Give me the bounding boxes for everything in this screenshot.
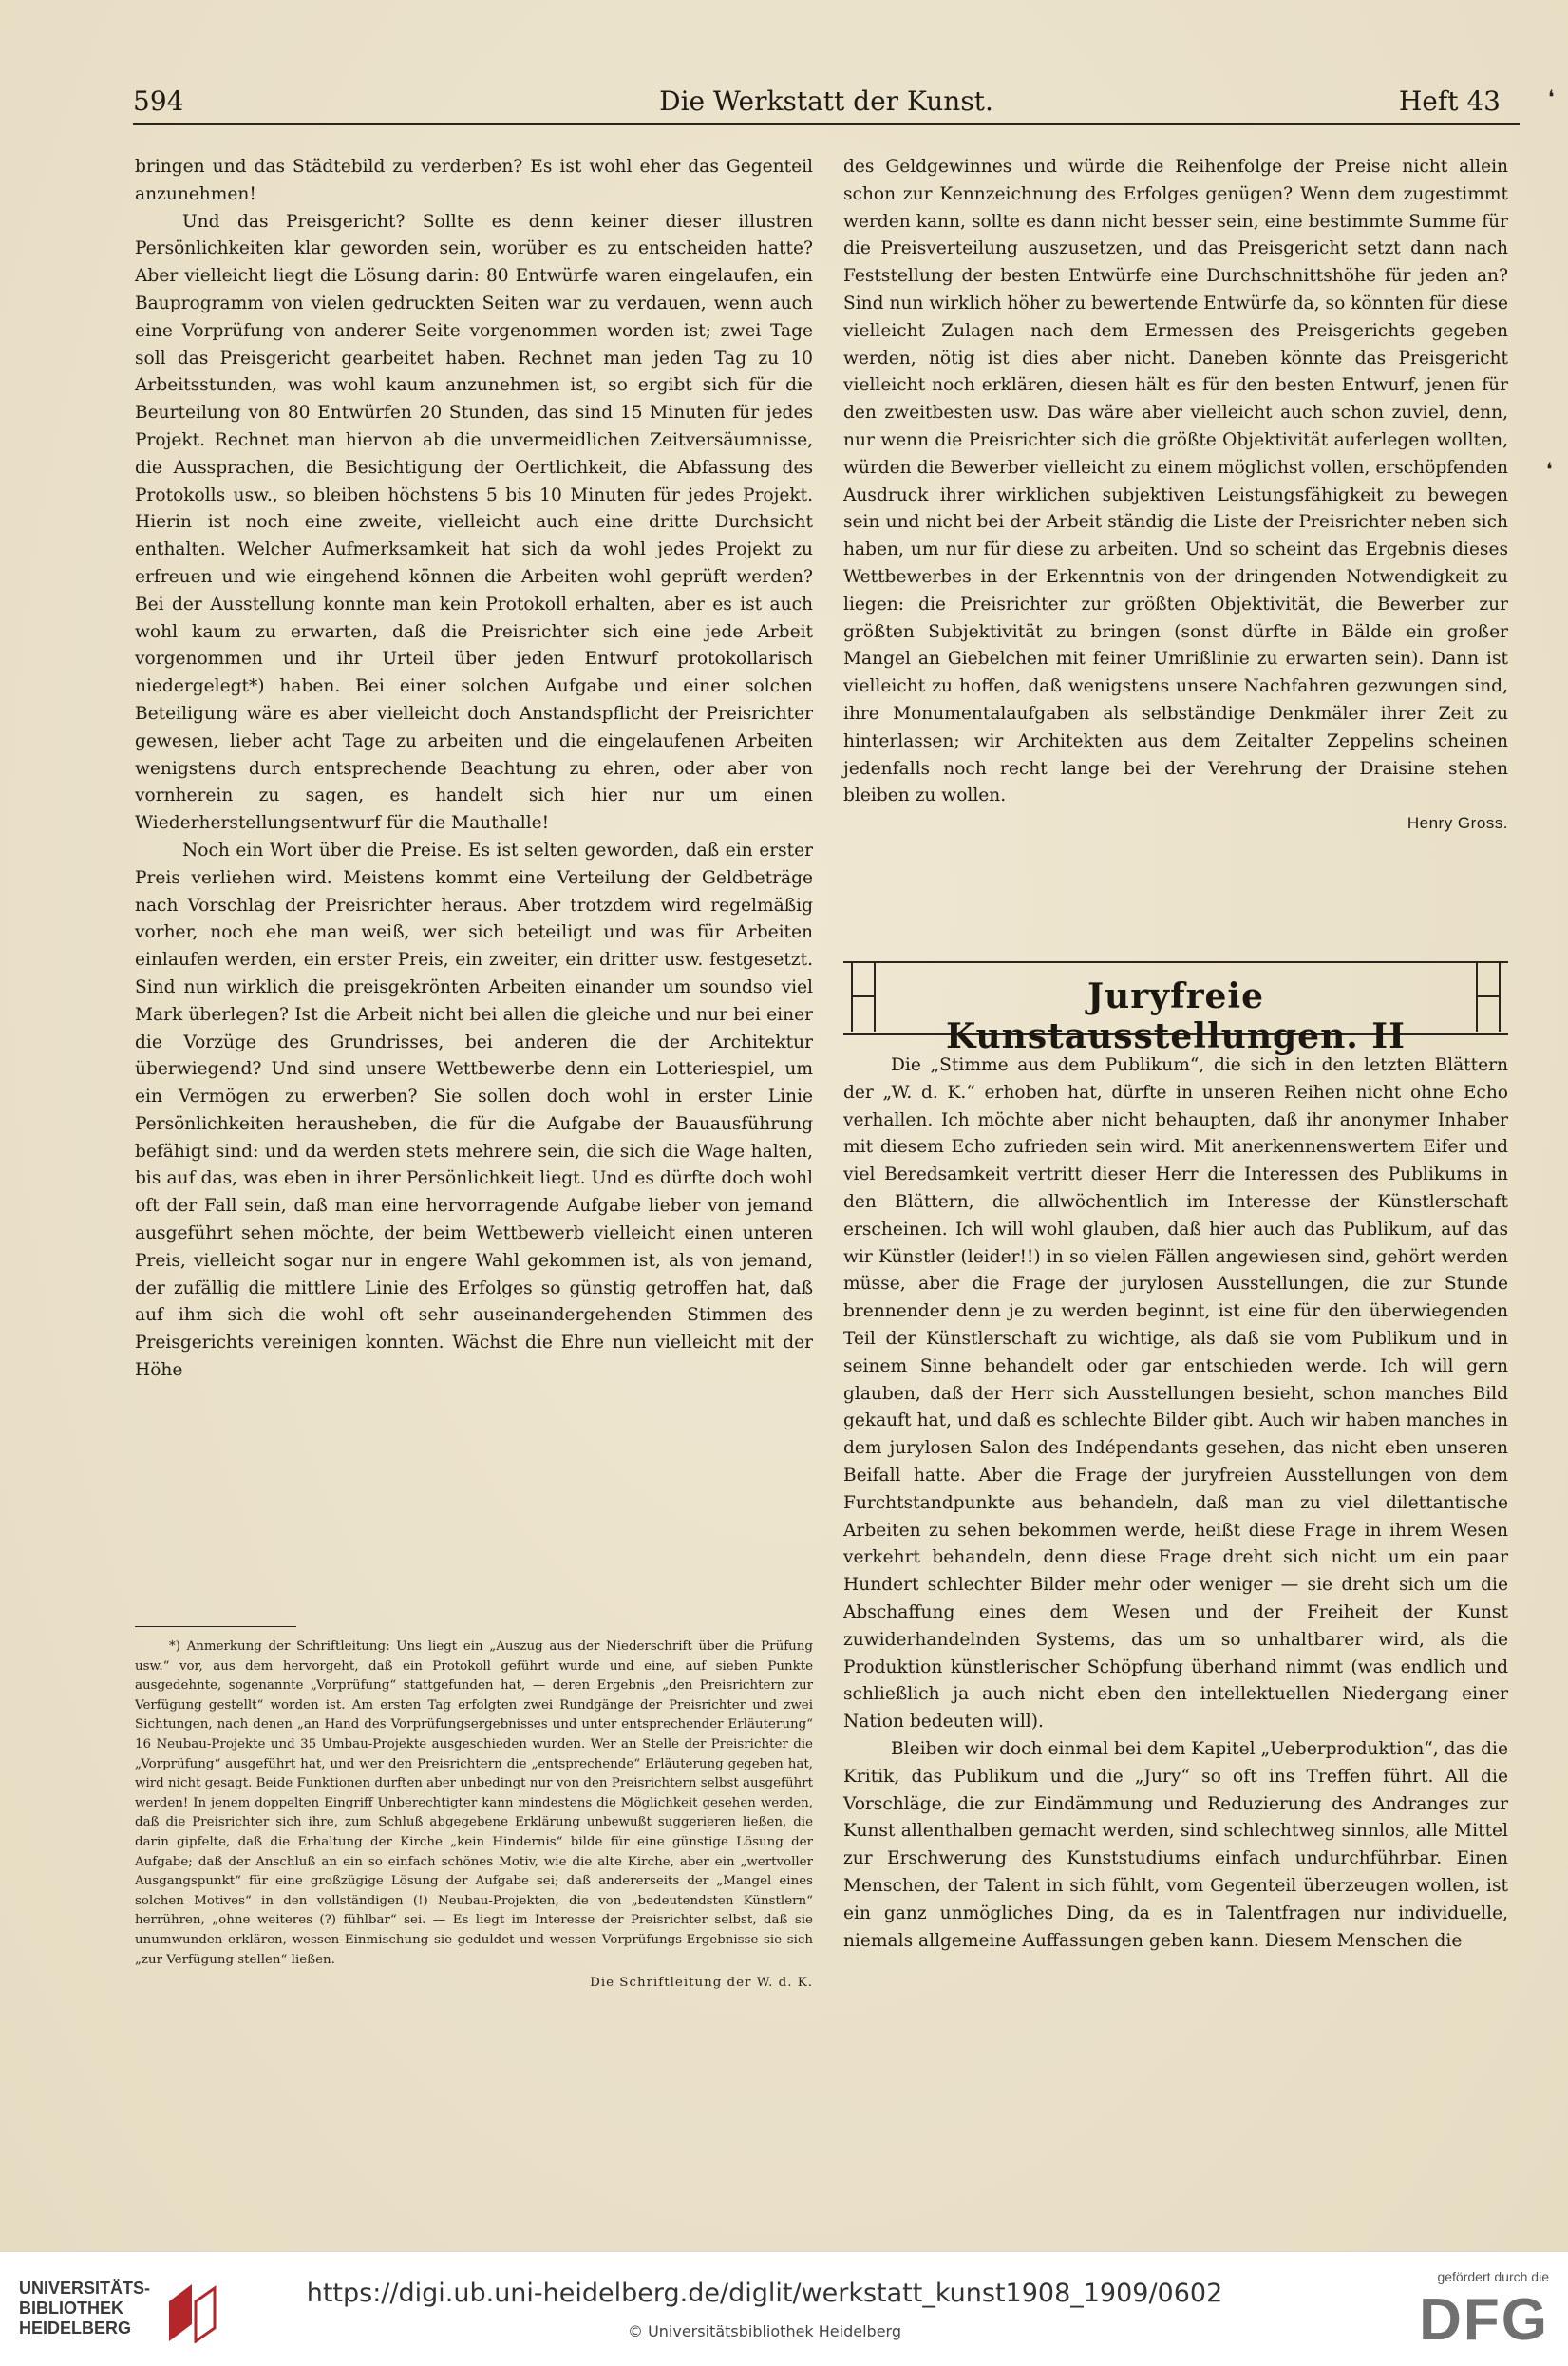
funding-label: gefördert durch die — [1437, 2269, 1549, 2284]
author-signature: Henry Gross. — [1407, 814, 1508, 833]
page-number: 594 — [133, 85, 184, 117]
dfg-logo[interactable] — [1331, 2269, 1549, 2355]
running-header — [133, 82, 1520, 123]
viewer-footer — [0, 2251, 1568, 2366]
section-heading-box — [843, 961, 1508, 1056]
copyright-notice: © Universitätsbibliothek Heidelberg — [627, 2322, 901, 2340]
right-column-bottom — [843, 1052, 1508, 1955]
margin-mark-icon: ❛ — [1548, 85, 1555, 108]
issue-number: Heft 43 — [1398, 85, 1501, 117]
paragraph: Die „Stimme aus dem Publikum“, die sich in den letzten Blättern der „W. d. K.“ erhoben hat, dürfte in unseren Reihen nicht ohne Echo verhallen. Ich möchte aber nicht behaupten, daß ihr anonymer Inhaber mit diesem Echo zufrieden sein wird. Mit anerkennenswertem Eifer und viel Beredsamkeit vertritt dieser Herr die Interessen des Publikums in den Blättern, die allwöchentlich im Interesse der Künstlerschaft erscheinen. Ich will wohl glauben, daß hier auch das Publikum, auf das wir Künstler (leider!!) in so vielen Fällen angewiesen sind, gehört werden müsse, aber die Frage der jurylosen Ausstellungen, die zur Stunde brennender denn je zu werden beginnt, ist eine für den überwiegenden Teil der Künstlerschaft zu wichtige, als daß sie vom Publikum und in seinem Sinne behandelt oder gar entschieden werde. Ich will gern glauben, daß der Herr sich Ausstellungen besieht, schon manches Bild gekauft hat, und daß es schlechte Bilder gibt. Auch wir haben manches in dem jurylosen Salon des Indépendants gesehen, das nicht eben unseren Beifall hatte. Aber die Frage der juryfreien Ausstellungen von dem Furchtstandpunkte aus behandeln, daß man zu viel dilettantische Arbeiten zu sehen bekommen werde, heißt diese Frage in ihrem Wesen verkehrt behandeln, denn diese Frage dreht sich nicht um ein paar Hundert schlechter Bilder mehr oder weniger — sie dreht sich um die Abschaffung eines dem Wesen und der Freiheit der Kunst zuwiderhandelnden Systems, das um so unhaltbarer wird, als die Produktion künstlerischer Schöpfung überhand nimmt (was endlich und schließlich ja auch nicht eben den intellektuellen Niedergang einer Nation bedeuten will). — [843, 1055, 1508, 1732]
paragraph: Bleiben wir doch einmal bei dem Kapitel „Ueberproduktion“, das die Kritik, das Publikum und die „Jury“ so oft ins Treffen führt. All die Vorschläge, die zur Eindämmung und Reduzierung des Andranges zur Kunst allenthalben gemacht werden, sind schlechtweg sinnlos, alle Mittel zur Erschwerung des Kunststudiums einfach undurchführbar. Einen Menschen, der Talent in sich fühlt, vom Gegenteil überzeugen wollen, ist ein ganz unmögliches Ding, da es in Talentfragen nur individuelle, niemals allgemeine Auffassungen geben kann. Diesem Menschen die — [843, 1738, 1508, 1951]
library-emblem-icon — [163, 2281, 220, 2343]
library-logo-text: UNIVERSITÄTS- BIBLIOTHEK HEIDELBERG — [19, 2279, 151, 2338]
journal-title: Die Werkstatt der Kunst. — [659, 85, 993, 117]
footnote-text: *) Anmerkung der Schriftleitung: Uns liegt ein „Auszug aus der Niederschrift über die Prüfung usw.“ vor, aus dem hervorgeht, daß ein Protokoll geführt wurde und eine, auf sieben Punkte ausgedehnte, sogenannte „Vorprüfung“ stattgefunden hat, — deren Ergebnis „den Preisrichtern zur Verfügung gestellt“ worden ist. Am ersten Tag erfolgten zwei Rundgänge der Preisrichter und zwei Sichtungen, nach denen „an Hand des Vorprüfungsergebnisses und unter entsprechender Erläuterung“ 16 Neubau-Projekte und 35 Umbau-Projekte ausgeschieden wurden. Wer an Stelle der Preisrichter die „Vorprüfung“ ausgeführt hat, und wer den Preisrichtern die „entsprechende“ Erläuterung gegeben hat, wird nicht gesagt. Beide Funktionen durften aber unbedingt nur von den Preisrichtern selbst ausgeführt werden! In jenem doppelten Eingriff Unberechtigter kann mindestens die Möglichkeit gesehen werden, daß die Preisrichter sich ihre, zum Schluß abgegebene Erklärung unbewußt suggerieren ließen, die darin gipfelte, daß die Erhaltung der Kirche „kein Hindernis“ bilde für eine günstige Lösung der Aufgabe; daß der Anschluß an ein so einfach schönes Motiv, wie die alte Kirche, aber ein „wertvoller Ausgangspunkt“ für eine großzügige Lösung der Aufgabe sei; daß andererseits der „Mangel eines solchen Motives“ in den vollständigen (!) Neubau-Projekten, die von „bedeutendsten Künstlern“ herrühren, „ohne weiteres (?) fühlbar“ sei. — Es liegt im Interesse der Preisrichter selbst, daß sie unumwunden erklären, wessen Einmischung sie geduldet und wessen Vorprüfungs-Ergebnisse sie sich „zur Verfügung stellen“ ließen. — [135, 1639, 813, 1967]
margin-mark-icon: ❛ — [1546, 458, 1553, 481]
ornament-left — [851, 961, 876, 1032]
paragraph: Und das Preisgericht? Sollte es denn keiner dieser illustren Persönlichkeiten klar geworden sein, worüber es zu entscheiden hatte? Aber vielleicht liegt die Lösung darin: 80 Entwürfe waren eingelaufen, ein Bauprogramm von vielen gedruckten Seiten war zu verdauen, wenn auch eine Vorprüfung von anderer Seite vorgenommen worden ist; zwei Tage soll das Preisgericht gearbeitet haben. Rechnet man jeden Tag zu 10 Arbeitsstunden, was wohl kaum anzunehmen ist, so ergibt sich für die Beurteilung von 80 Entwürfen 20 Stunden, das sind 15 Minuten für jedes Projekt. Rechnet man hiervon ab die unvermeidlichen Zeitversäumnisse, die Aussprachen, die Besichtigung der Oertlichkeit, die Abfassung des Protokolls usw., so bleiben höchstens 5 bis 10 Minuten für jedes Projekt. Hierin ist noch eine zweite, vielleicht auch eine dritte Durchsicht enthalten. Welcher Aufmerksamkeit hat sich da wohl jedes Projekt zu erfreuen und wie eingehend können die Arbeiten wohl geprüft werden? Bei der Ausstellung konnte man kein Protokoll erhalten, aber es ist auch wohl kaum zu erwarten, daß die Preisrichter sich eine jede Arbeit vorgenommen und ihr Urteil über jeden Entwurf protokollarisch niedergelegt*) haben. Bei einer solchen Aufgabe und einer solchen Beteiligung wäre es aber vielleicht doch Anstandspflicht der Preisrichter gewesen, lieber acht Tage zu arbeiten und die eingelaufenen Arbeiten wenigstens durch entsprechende Beachtung zu ehren, oder aber von vornherein zu sagen, es handelt sich hier nur um einen Wiederherstellungsentwurf für die Mauthalle! — [135, 211, 813, 834]
footnote-signature: Die Schriftleitung der W. d. K. — [590, 1976, 813, 1991]
footnote-rule — [135, 1626, 296, 1627]
university-library-logo[interactable] — [19, 2279, 247, 2345]
paragraph: bringen und das Städtebild zu verderben? Es ist wohl eher das Gegenteil anzunehmen! — [135, 157, 813, 204]
header-rule — [133, 123, 1520, 125]
paragraph: Noch ein Wort über die Preise. Es ist selten geworden, daß ein erster Preis verliehen wird. Meistens kommt eine Verteilung der Geldbeträge nach Vorschlag der Preisrichter heraus. Aber trotzdem wird regelmäßig vorher, noch ehe man weiß, wer sich beteiligt und was für Arbeiten einlaufen werden, ein erster Preis, ein zweiter, ein dritter usw. festgesetzt. Sind nun wirklich die preisgekrönten Arbeiten einander um soundso viel Mark überlegen? Ist die Arbeit nicht bei allen die gleiche und nur bei einer die Vorzüge des Grundrisses, bei anderen die der Architektur überwiegend? Und sind unsere Wettbewerbe denn ein Lotteriespiel, um ein Vermögen zu erwerben? Sie sollen doch wohl in erster Linie Persönlichkeiten herausheben, die für die Aufgabe der Bauausführung befähigt sind: und da werden stets mehrere sein, die sich die Wage halten, bis auf das, was eben in ihrer Persönlichkeit liegt. Und es dürfte doch wohl oft der Fall sein, daß man eine hervorragende Aufgabe lieber von jemand ausgeführt sehen möchte, der beim Wettbewerb vielleicht einen unteren Preis, vielleicht sogar nur in engere Wahl gekommen ist, als von jemand, der zufällig die mittlere Linie des Erfolges so günstig getroffen hat, daß auf ihm sich die wohl oft sehr auseinandergehenden Stimmen des Preisgerichts vereinigen konnten. Wächst die Ehre nun vielleicht mit der Höhe — [135, 840, 813, 1381]
section-title: Juryfreie Kunstausstellungen. II — [945, 976, 1406, 1056]
ornament-right — [1476, 961, 1501, 1032]
left-column — [135, 154, 813, 1385]
right-column-top — [843, 154, 1508, 838]
dfg-wordmark: DFG — [1419, 2287, 1549, 2353]
permalink-url[interactable]: https://digi.ub.uni-heidelberg.de/diglit/werkstatt_kunst1908_1909/0602 — [306, 2279, 1223, 2308]
footnote — [135, 1637, 813, 1994]
paragraph: des Geldgewinnes und würde die Reihenfolge der Preise nicht allein schon zur Kennzeichnung des Erfolges genügen? Wenn dem zugestimmt werden kann, sollte es dann nicht besser sein, eine bestimmte Summe für die Preisverteilung auszusetzen, und das Preisgericht setzt dann nach Feststellung der besten Entwürfe eine Durchschnittshöhe für jeden an? Sind nun wirklich höher zu bewertende Entwürfe da, so könnten für diese vielleicht Zulagen nach dem Ermessen des Preisgerichts gegeben werden, nötig ist dies aber nicht. Daneben könnte das Preisgericht vielleicht noch erklären, diesen hält es für den besten Entwurf, jenen für den zweitbesten usw. Das wäre aber vielleicht auch schon zuviel, denn, nur wenn die Preisrichter sich die größte Objektivität auferlegen wollten, würden die Bewerber vielleicht zu einem möglichst vollen, erschöpfenden Ausdruck ihrer wirklichen subjektiven Leistungsfähigkeit zu bewegen sein und nicht bei der Arbeit ständig die Liste der Preisrichter neben sich haben, um nur für diese zu arbeiten. Und so scheint das Ergebnis dieses Wettbewerbes in der Erkenntnis von der dringenden Notwendigkeit zu liegen: die Preisrichter zur größten Objektivität, die Bewerber zur größten Subjektivität zu bringen (sonst dürfte in Bälde ein großer Mangel an Giebelchen mit feiner Umrißlinie zu erwarten sein). Dann ist vielleicht zu hoffen, daß wenigstens unsere Nachfahren gezwungen sind, ihre Monumentalaufgaben als selbständige Denkmäler ihrer Zeit zu hinterlassen; wir Architekten aus dem Zeitalter Zeppelins scheinen jedenfalls noch recht lange bei der Verehrung der Draisine stehen bleiben zu wollen. — [843, 157, 1509, 806]
